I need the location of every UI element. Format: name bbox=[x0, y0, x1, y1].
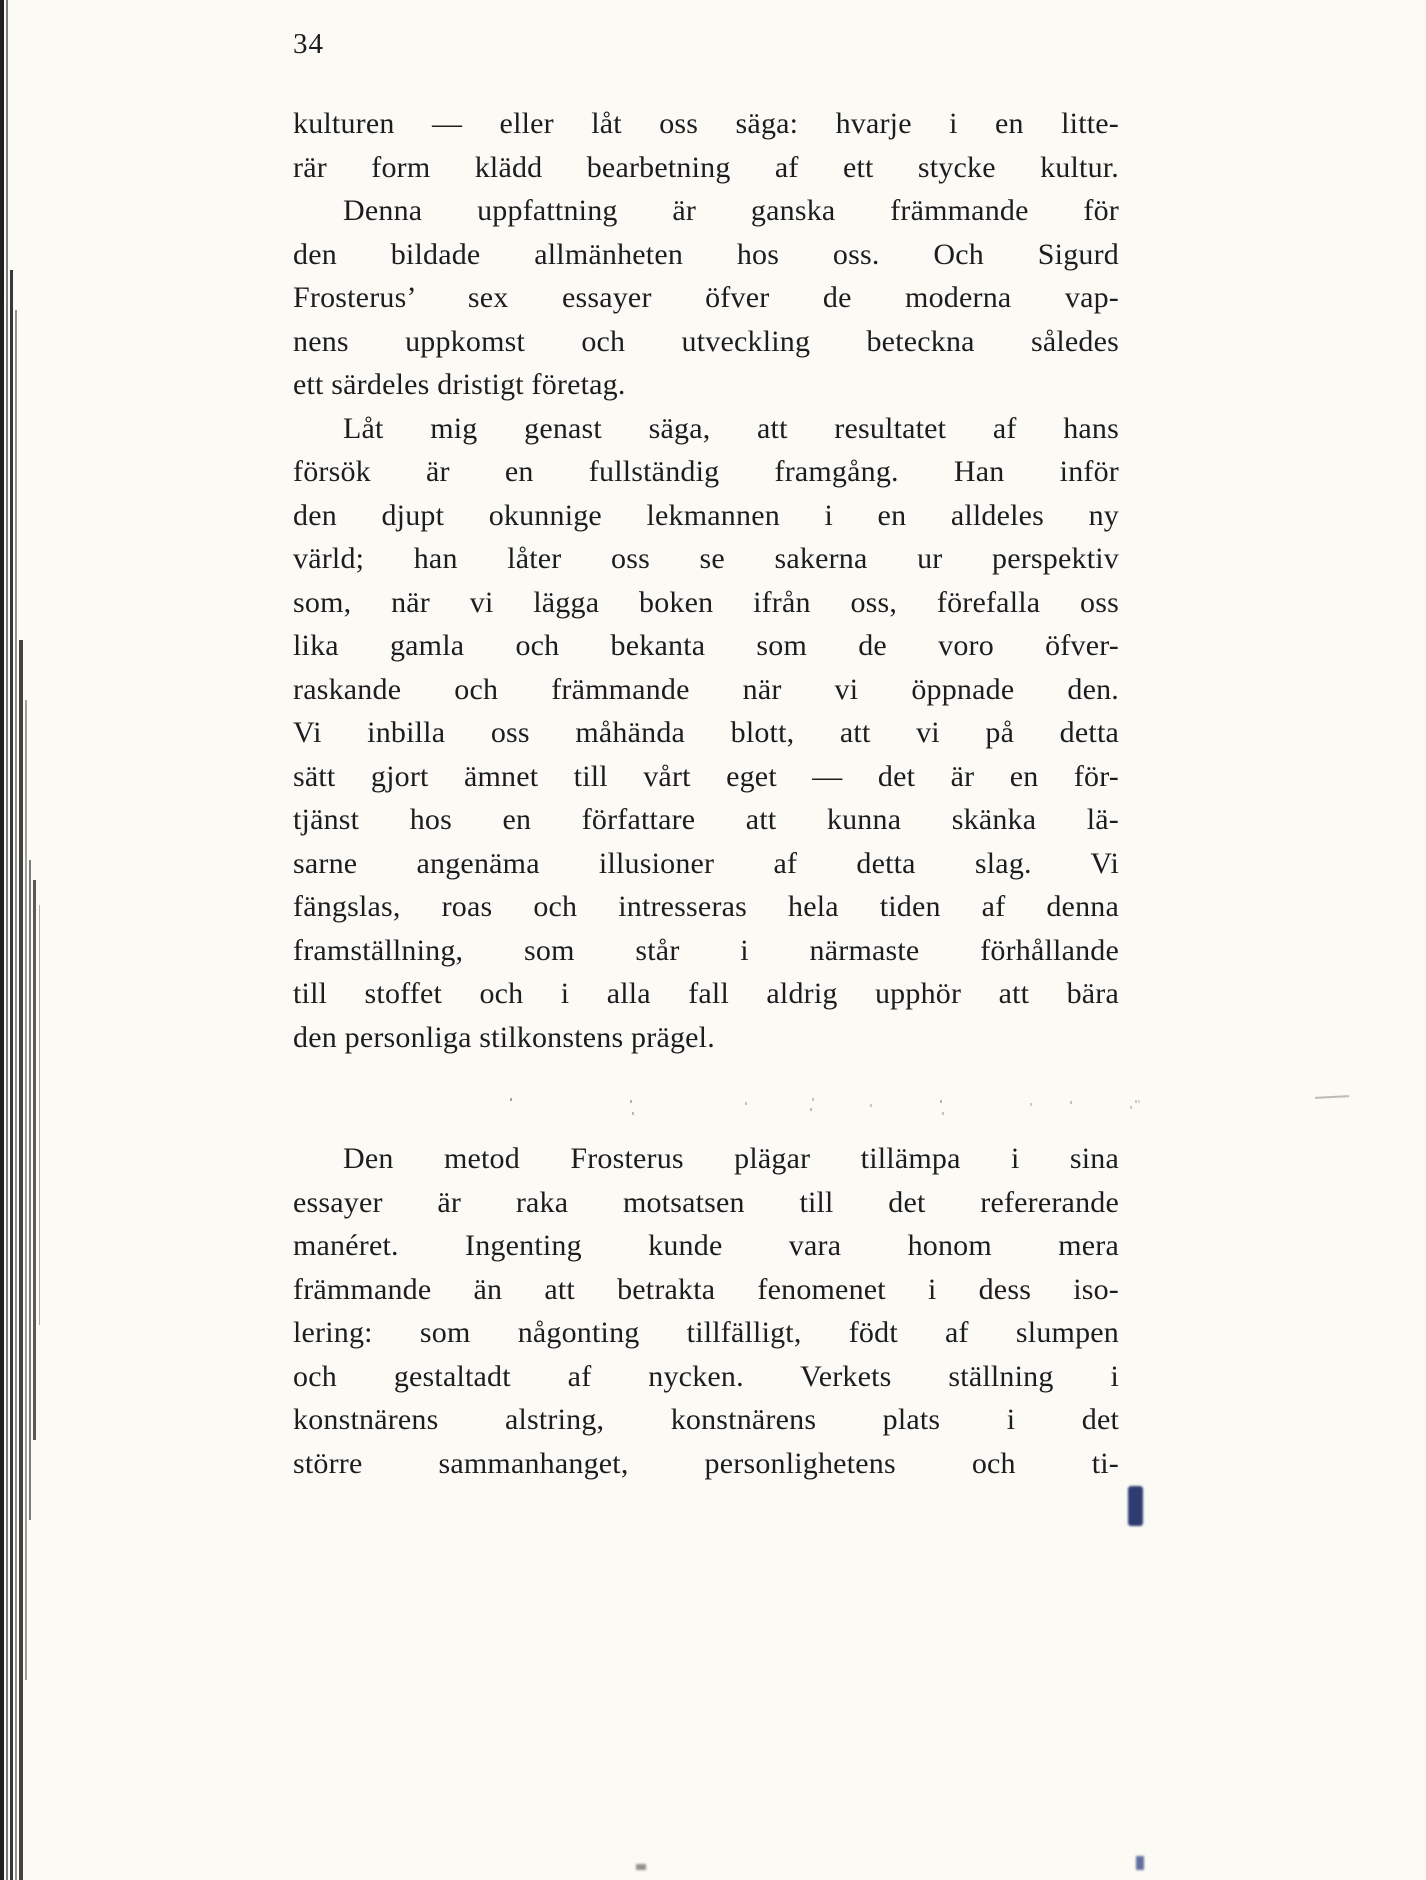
text-line: till stoffet och i alla fall aldrig upphör att bära bbox=[293, 977, 1119, 1010]
text-line: Låt mig genast säga, att resultatet af hans bbox=[343, 411, 1119, 445]
text-line: framställning, som står i närmaste förhållande bbox=[293, 933, 1119, 967]
text-line: sätt gjort ämnet till vårt eget — det är en för- bbox=[293, 759, 1119, 793]
text-line: kulturen — eller låt oss säga: hvarje i en litte- bbox=[293, 107, 1119, 140]
text-line: försök är en fullständig framgång. Han inför bbox=[293, 455, 1119, 488]
scan-speckle-noise bbox=[510, 1098, 512, 1101]
ink-speck-bottom-center bbox=[636, 1864, 646, 1870]
scan-gutter-artifact bbox=[0, 0, 48, 1880]
page-number: 34 bbox=[293, 28, 324, 60]
text-line: fängslas, roas och intresseras hela tiden af denna bbox=[293, 890, 1119, 923]
ink-speck-bottom-right bbox=[1136, 1856, 1144, 1870]
text-line: tjänst hos en författare att kunna skänka lä- bbox=[293, 803, 1119, 836]
ink-smudge-mark bbox=[1128, 1486, 1143, 1526]
text-line: essayer är raka motsatsen till det refererande bbox=[293, 1185, 1119, 1219]
text-line: värld; han låter oss se sakerna ur perspektiv bbox=[293, 542, 1119, 575]
text-line: konstnärens alstring, konstnärens plats i det bbox=[293, 1403, 1119, 1436]
scan-speckle-dash bbox=[1315, 1095, 1349, 1099]
text-line: lika gamla och bekanta som de voro öfver- bbox=[293, 629, 1119, 662]
text-line: lering: som någonting tillfälligt, födt af slumpen bbox=[293, 1316, 1119, 1349]
text-line: och gestaltadt af nycken. Verkets ställning i bbox=[293, 1359, 1119, 1393]
text-line: den bildade allmänheten hos oss. Och Sigurd bbox=[293, 237, 1119, 271]
paragraph-3 bbox=[293, 407, 1119, 1060]
text-line: sarne angenäma illusioner af detta slag. Vi bbox=[293, 846, 1119, 880]
text-line: ett särdeles dristigt företag. bbox=[293, 368, 626, 401]
text-line: Den metod Frosterus plägar tillämpa i sina bbox=[343, 1142, 1119, 1175]
text-block bbox=[293, 102, 1119, 1485]
text-line: Frosterus’ sex essayer öfver de moderna vap- bbox=[293, 281, 1119, 314]
text-line: nens uppkomst och utveckling beteckna således bbox=[293, 324, 1119, 358]
text-line: Vi inbilla oss måhända blott, att vi på detta bbox=[293, 716, 1119, 749]
text-line: den personliga stilkonstens prägel. bbox=[293, 1020, 715, 1054]
text-line: Denna uppfattning är ganska främmande för bbox=[343, 194, 1119, 227]
text-line: rär form klädd bearbetning af ett stycke kultur. bbox=[293, 150, 1119, 184]
paragraph-2 bbox=[293, 189, 1119, 407]
text-line: främmande än att betrakta fenomenet i dess iso- bbox=[293, 1272, 1119, 1306]
text-line: manéret. Ingenting kunde vara honom mera bbox=[293, 1229, 1119, 1262]
text-line: den djupt okunnige lekmannen i en alldeles ny bbox=[293, 498, 1119, 532]
paragraph-1 bbox=[293, 102, 1119, 189]
text-line: större sammanhanget, personlighetens och ti- bbox=[293, 1446, 1119, 1480]
paragraph-4 bbox=[293, 1137, 1119, 1485]
text-line: som, när vi lägga boken ifrån oss, förefalla oss bbox=[293, 585, 1119, 619]
text-line: raskande och främmande när vi öppnade den. bbox=[293, 672, 1119, 706]
